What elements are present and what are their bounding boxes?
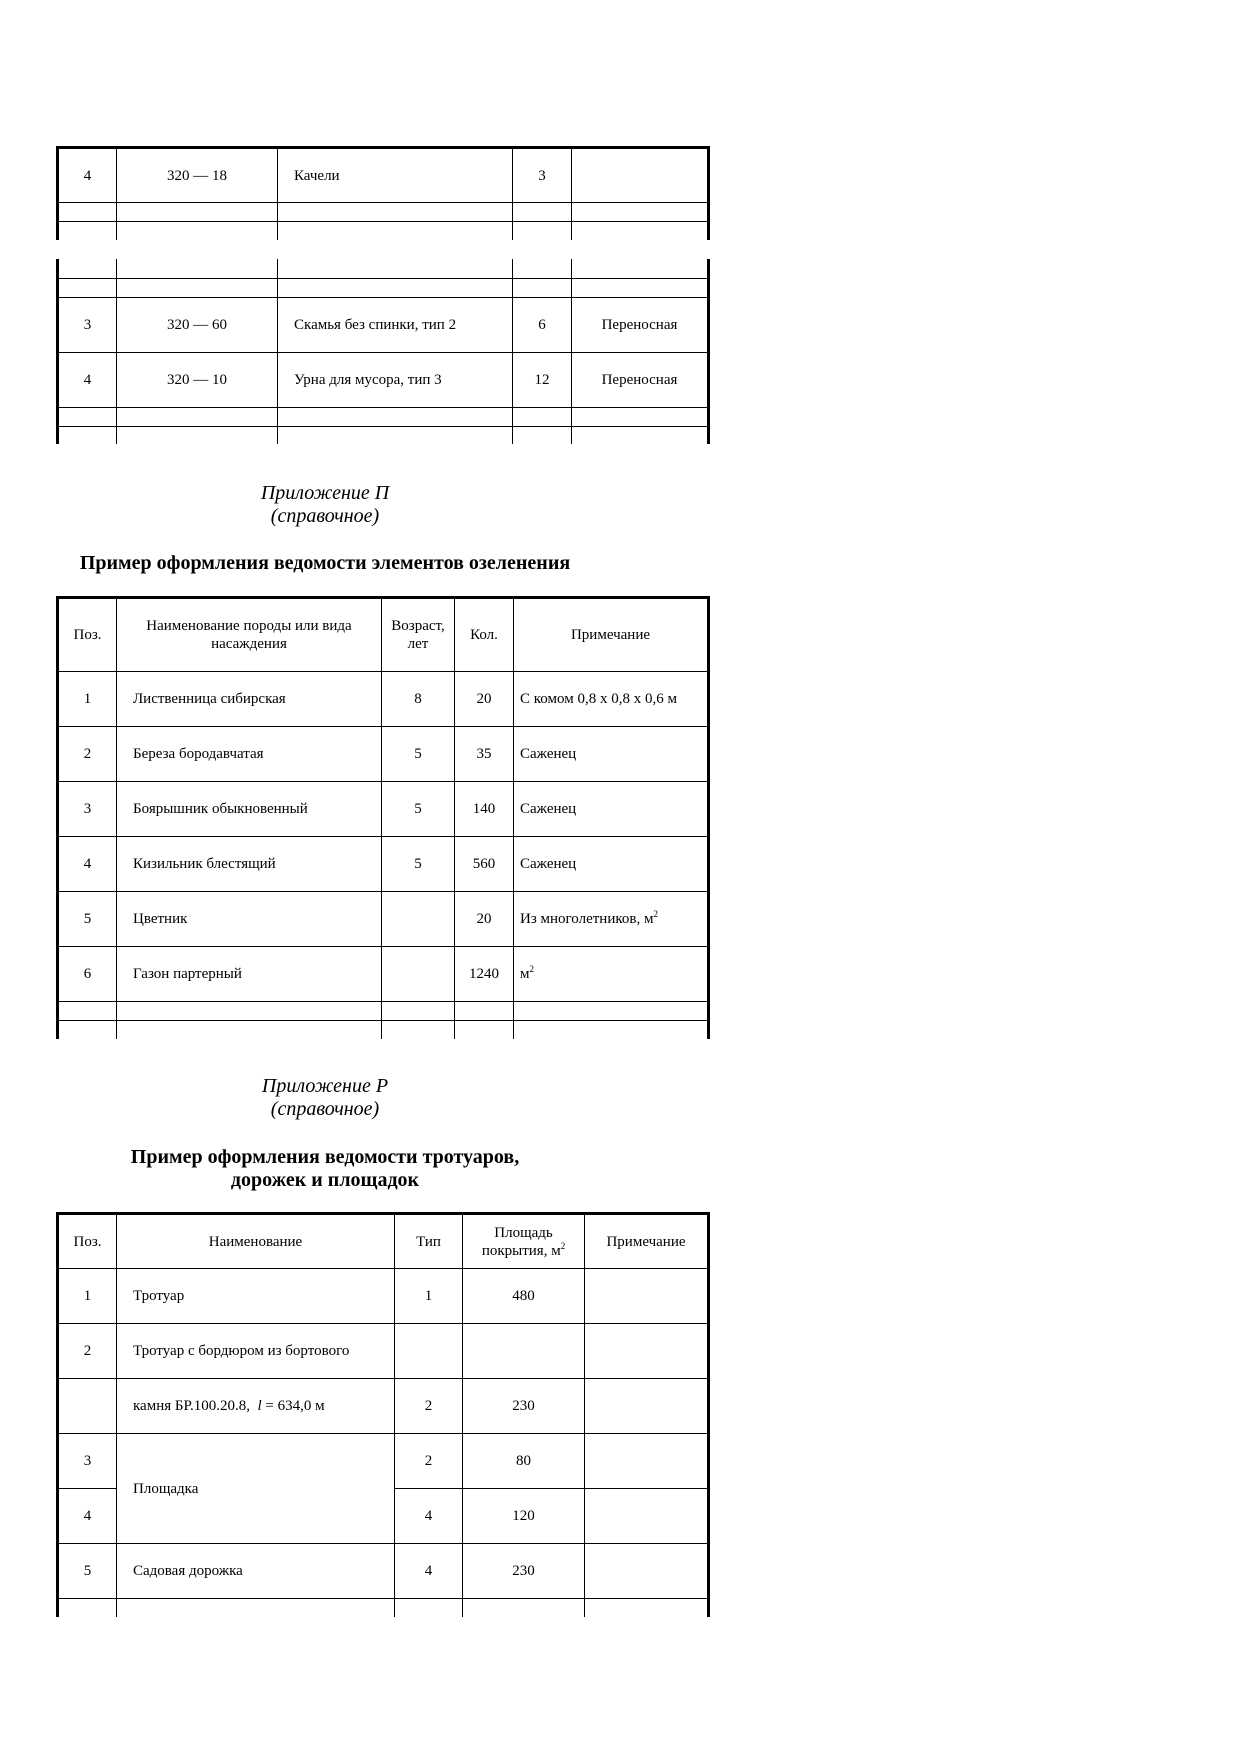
cell-note — [585, 1434, 709, 1489]
cell-note: С комом 0,8 х 0,8 х 0,6 м — [514, 672, 709, 727]
table-row — [58, 1379, 709, 1434]
cell-pos: 3 — [58, 1434, 117, 1489]
paths-table — [56, 1212, 710, 1617]
header-pos: Поз. — [58, 598, 117, 672]
cell-age: 8 — [382, 672, 455, 727]
table-row — [58, 672, 709, 727]
appendix-r-label — [225, 1075, 425, 1121]
cell-name: Качели — [278, 148, 513, 203]
cell-pos: 2 — [58, 1324, 117, 1379]
cell-qty: 12 — [513, 352, 572, 407]
table-header-row — [58, 598, 709, 672]
cell-pos: 1 — [58, 1269, 117, 1324]
cell-age — [382, 892, 455, 947]
cell-pos: 3 — [58, 297, 117, 352]
cell-qty: 560 — [455, 837, 514, 892]
cell-note — [572, 148, 709, 203]
cell-name: камня БР.100.20.8, l = 634,0 м — [117, 1379, 395, 1434]
cell-type: 4 — [395, 1489, 463, 1544]
table-row — [58, 297, 709, 352]
cell-name: Тротуар — [117, 1269, 395, 1324]
cell-note — [585, 1324, 709, 1379]
cell-area — [463, 1324, 585, 1379]
cell-name: Боярышник обыкновенный — [117, 782, 382, 837]
cell-pos: 4 — [58, 352, 117, 407]
appendix-label: Приложение П — [260, 482, 390, 504]
greenery-table — [56, 596, 710, 1039]
appendix-type: (справочное) — [270, 1098, 380, 1120]
appendix-p-label — [225, 482, 425, 528]
cell-code: 320 — 60 — [117, 297, 278, 352]
cell-qty: 3 — [513, 148, 572, 203]
table-row — [58, 352, 709, 407]
cell-code: 320 — 18 — [117, 148, 278, 203]
unit-superscript: 2 — [653, 909, 658, 919]
cell-name: Садовая дорожка — [117, 1544, 395, 1599]
header-note: Примечание — [585, 1214, 709, 1269]
table-row — [58, 727, 709, 782]
table-row — [58, 1434, 709, 1489]
cell-age: 5 — [382, 782, 455, 837]
cell-note: Переносная — [572, 352, 709, 407]
cell-note — [585, 1489, 709, 1544]
header-age: Возраст, лет — [382, 598, 455, 672]
cell-name: Лиственница сибирская — [117, 672, 382, 727]
cell-pos: 5 — [58, 1544, 117, 1599]
table-row — [58, 837, 709, 892]
cell-area: 230 — [463, 1544, 585, 1599]
header-name: Наименование — [117, 1214, 395, 1269]
cell-pos: 4 — [58, 148, 117, 203]
cell-note — [585, 1269, 709, 1324]
table-row — [58, 426, 709, 444]
header-name: Наименование породы или вида насаждения — [117, 598, 382, 672]
cell-qty: 1240 — [455, 947, 514, 1002]
cell-note: Из многолетников, $м^2$ — [514, 892, 709, 947]
cell-note: $м^2$ — [514, 947, 709, 1002]
cell-type: 2 — [395, 1434, 463, 1489]
table-row — [58, 1269, 709, 1324]
table-row — [58, 892, 709, 947]
cell-name: Площадка — [117, 1434, 395, 1544]
cell-name: Тротуар с бордюром из бортового — [117, 1324, 395, 1379]
paths-title — [80, 1146, 570, 1192]
cell-area: 120 — [463, 1489, 585, 1544]
table-fragment-top — [56, 146, 710, 240]
cell-pos: 4 — [58, 837, 117, 892]
table-row — [58, 947, 709, 1002]
table-row — [58, 1599, 709, 1617]
section-title: Пример оформления ведомости элементов озеленения — [79, 552, 571, 574]
header-type: Тип — [395, 1214, 463, 1269]
header-note: Примечание — [514, 598, 709, 672]
cell-area: 480 — [463, 1269, 585, 1324]
length-variable: l — [257, 1398, 262, 1414]
cell-name: Урна для мусора, тип 3 — [278, 352, 513, 407]
cell-name: Скамья без спинки, тип 2 — [278, 297, 513, 352]
cell-name: Кизильник блестящий — [117, 837, 382, 892]
cell-note: Саженец — [514, 782, 709, 837]
cell-note: Саженец — [514, 727, 709, 782]
section-title: Пример оформления ведомости тротуаров, — [130, 1146, 520, 1168]
cell-name: Цветник — [117, 892, 382, 947]
cell-age — [382, 947, 455, 1002]
cell-pos: 4 — [58, 1489, 117, 1544]
table-row — [58, 1324, 709, 1379]
header-qty: Кол. — [455, 598, 514, 672]
cell-name: Береза бородавчатая — [117, 727, 382, 782]
greenery-title — [60, 552, 590, 575]
cell-age: 5 — [382, 727, 455, 782]
cell-qty: 6 — [513, 297, 572, 352]
cell-name: Газон партерный — [117, 947, 382, 1002]
cell-note: Переносная — [572, 297, 709, 352]
table-row — [58, 222, 709, 240]
table-row — [58, 148, 709, 203]
cell-type: 4 — [395, 1544, 463, 1599]
appendix-type: (справочное) — [270, 505, 380, 527]
table-row — [58, 259, 709, 278]
cell-note: Саженец — [514, 837, 709, 892]
table-fragment-continued — [56, 259, 710, 444]
table-header-row — [58, 1214, 709, 1269]
section-title: дорожек и площадок — [230, 1169, 420, 1191]
cell-qty: 20 — [455, 672, 514, 727]
header-area: Площадь покрытия, $м^2$ — [463, 1214, 585, 1269]
cell-note — [585, 1544, 709, 1599]
table-row — [58, 1021, 709, 1039]
cell-age: 5 — [382, 837, 455, 892]
table-row — [58, 1002, 709, 1021]
appendix-label: Приложение Р — [261, 1075, 389, 1097]
table-row — [58, 782, 709, 837]
cell-pos: 5 — [58, 892, 117, 947]
header-pos: Поз. — [58, 1214, 117, 1269]
cell-area: 80 — [463, 1434, 585, 1489]
table-row — [58, 407, 709, 426]
cell-type: 2 — [395, 1379, 463, 1434]
table-row — [58, 278, 709, 297]
cell-pos — [58, 1379, 117, 1434]
cell-qty: 20 — [455, 892, 514, 947]
unit-superscript: 2 — [560, 1240, 566, 1251]
table-row — [58, 203, 709, 222]
cell-note — [585, 1379, 709, 1434]
table-row — [58, 1544, 709, 1599]
cell-area: 230 — [463, 1379, 585, 1434]
cell-qty: 140 — [455, 782, 514, 837]
cell-type: 1 — [395, 1269, 463, 1324]
cell-type — [395, 1324, 463, 1379]
cell-pos: 3 — [58, 782, 117, 837]
cell-qty: 35 — [455, 727, 514, 782]
cell-pos: 2 — [58, 727, 117, 782]
unit-superscript: 2 — [529, 964, 534, 974]
cell-pos: 1 — [58, 672, 117, 727]
cell-code: 320 — 10 — [117, 352, 278, 407]
cell-pos: 6 — [58, 947, 117, 1002]
